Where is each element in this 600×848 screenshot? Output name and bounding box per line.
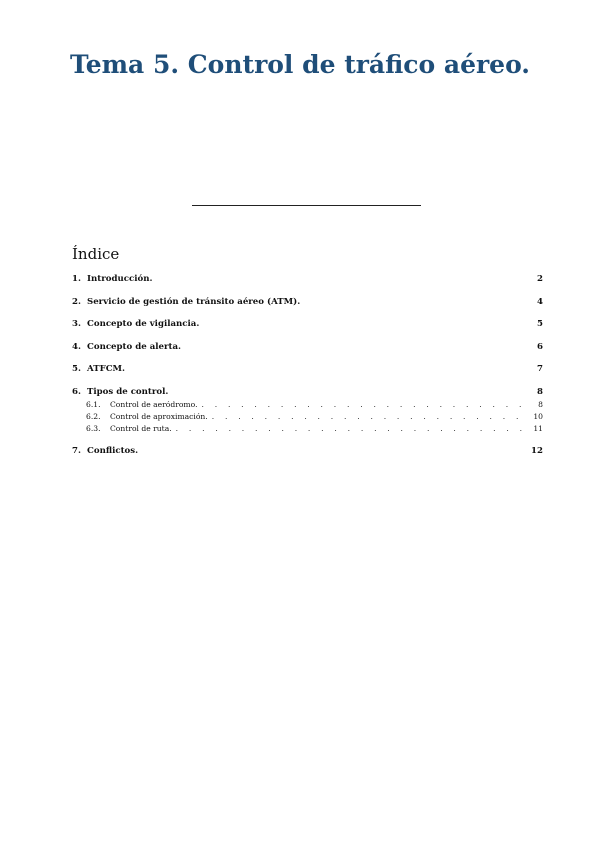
toc-entry-number: 1. bbox=[72, 274, 81, 284]
toc-subentry-page: 11 bbox=[533, 423, 543, 433]
toc-subentry-number: 6.1. bbox=[86, 399, 101, 409]
toc-entry-number: 4. bbox=[72, 341, 81, 352]
toc-entry-label: Concepto de vigilancia. bbox=[87, 319, 200, 330]
toc-entry-number: 6. bbox=[72, 386, 81, 397]
toc-entry-page: 6 bbox=[537, 341, 543, 352]
toc-entry-number: 7. bbox=[72, 445, 81, 456]
toc-entry-page: 8 bbox=[537, 386, 543, 397]
toc-subentry-aerodromo[interactable] bbox=[72, 399, 543, 411]
toc-subentry-number: 6.2. bbox=[86, 411, 101, 421]
toc-entry-label: ATFCM. bbox=[87, 364, 126, 375]
toc-subentry-label: Control de aeródromo. bbox=[110, 399, 198, 409]
toc-entry-page: 5 bbox=[537, 319, 543, 330]
toc-subentry-ruta[interactable] bbox=[72, 423, 543, 435]
toc-entry-page: 7 bbox=[537, 364, 543, 375]
table-of-contents bbox=[72, 273, 543, 467]
toc-subentry-page: 8 bbox=[538, 399, 543, 409]
toc-entry-label: Tipos de control. bbox=[87, 386, 169, 397]
toc-entry-label: Concepto de alerta. bbox=[87, 341, 182, 352]
toc-dot-leader bbox=[201, 399, 523, 411]
toc-dot-leader bbox=[176, 423, 523, 435]
toc-entry-page: 2 bbox=[537, 274, 543, 284]
toc-entry-label: Servicio de gestión de tránsito aéreo (ATM). bbox=[87, 296, 301, 307]
toc-entry-page: 12 bbox=[531, 445, 543, 456]
toc-subentry-label: Control de ruta. bbox=[110, 423, 172, 433]
toc-subsection-list bbox=[72, 399, 543, 435]
toc-entry-introduccion[interactable] bbox=[72, 273, 543, 285]
title-divider bbox=[192, 205, 421, 206]
toc-entry-page: 4 bbox=[537, 296, 543, 307]
toc-dot-leader bbox=[212, 411, 523, 423]
toc-entry-number: 2. bbox=[72, 296, 81, 307]
toc-subentry-number: 6.3. bbox=[86, 423, 101, 433]
document-title: Tema 5. Control de tráfico aéreo. bbox=[69, 50, 531, 79]
toc-subentry-aproximacion[interactable] bbox=[72, 411, 543, 423]
toc-entry-conflictos[interactable] bbox=[72, 445, 543, 457]
toc-entry-number: 5. bbox=[72, 364, 81, 375]
toc-subentry-label: Control de aproximación. bbox=[110, 411, 208, 421]
toc-heading: Índice bbox=[72, 245, 120, 263]
toc-entry-tipos-de-control[interactable] bbox=[72, 386, 543, 398]
toc-entry-atfcm[interactable] bbox=[72, 363, 543, 375]
toc-subentry-page: 10 bbox=[533, 411, 543, 421]
toc-entry-label: Conflictos. bbox=[87, 445, 139, 456]
toc-entry-label: Introducción. bbox=[87, 274, 153, 284]
toc-entry-vigilancia[interactable] bbox=[72, 318, 543, 330]
toc-entry-alerta[interactable] bbox=[72, 341, 543, 353]
toc-entry-number: 3. bbox=[72, 319, 81, 330]
toc-entry-servicio-atm[interactable] bbox=[72, 296, 543, 308]
